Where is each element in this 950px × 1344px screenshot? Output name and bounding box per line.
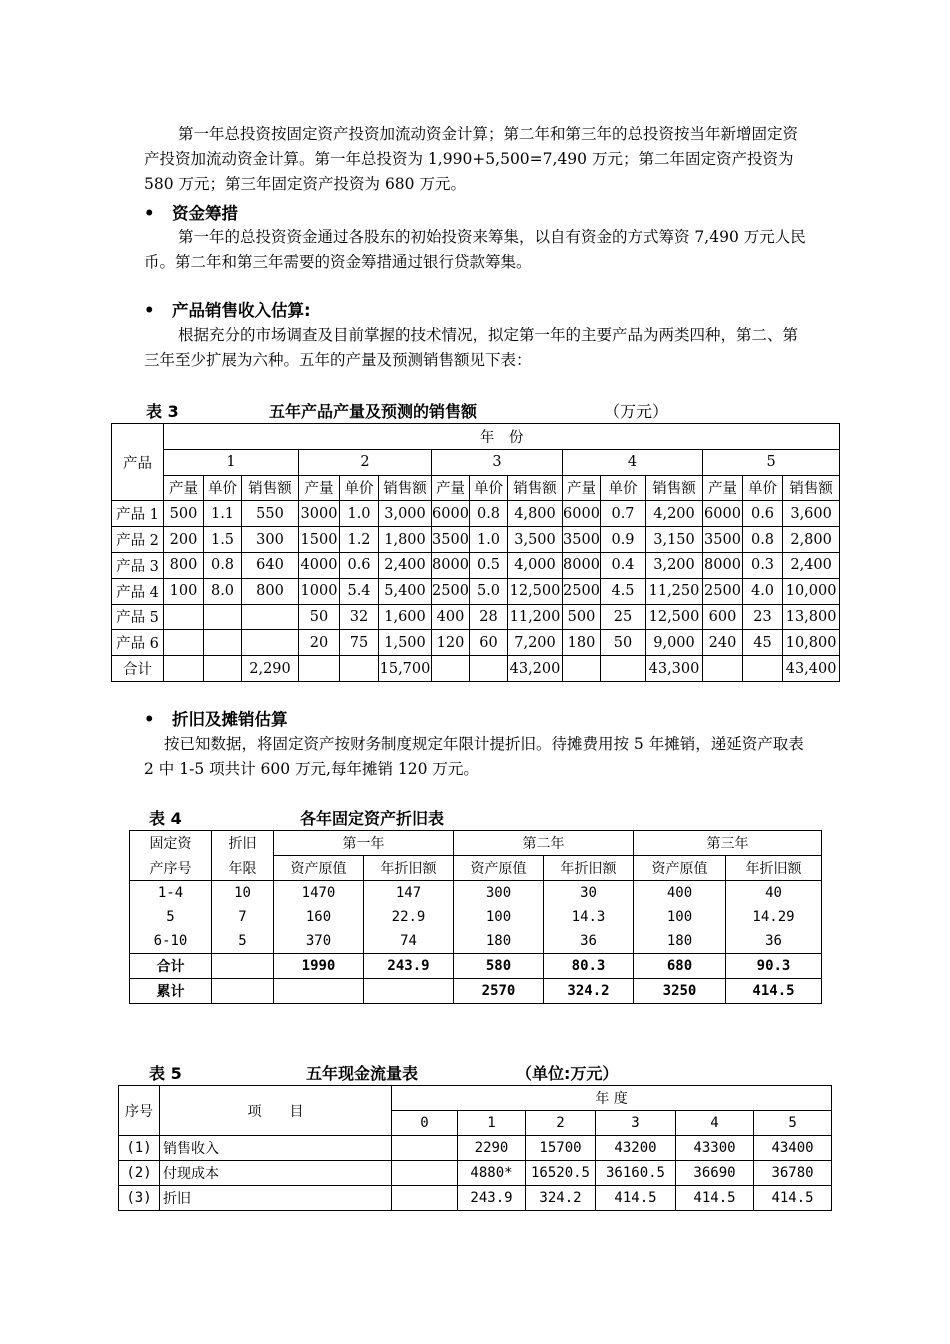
table4-cell bbox=[212, 979, 274, 1004]
table3-cell: 4,200 bbox=[646, 501, 703, 527]
table5-year-4: 4 bbox=[676, 1111, 754, 1136]
table4-dep-header-1: 折旧 bbox=[212, 831, 274, 856]
table4-cell: 10 bbox=[212, 881, 274, 906]
table3-year-header: 年 份 bbox=[164, 424, 840, 450]
table4-title: 各年固定资产折旧表 bbox=[300, 809, 445, 828]
table3-cell: 2,800 bbox=[783, 527, 840, 553]
table5-item-header: 项 目 bbox=[160, 1086, 392, 1136]
table5-item: 折旧 bbox=[160, 1186, 392, 1211]
table3-cell bbox=[164, 656, 204, 682]
table3-cell: 12,500 bbox=[646, 604, 703, 630]
table3-cell: 0.4 bbox=[601, 552, 646, 578]
table3-cell: 1500 bbox=[299, 527, 340, 553]
table4-asset-header-2: 产序号 bbox=[130, 856, 212, 881]
table3-cell: 5.0 bbox=[470, 578, 508, 604]
table4-subheader: 资产原值 bbox=[274, 856, 364, 881]
table3-cell: 300 bbox=[242, 527, 299, 553]
paragraph-depreciation: 按已知数据，将固定资产按财务制度规定年限计提折旧。待摊费用按 5 年摊销，递延资产取表 2 中 1-5 项共计 600 万元,每年摊销 120 万元。 bbox=[144, 735, 804, 778]
table3-cell: 4.0 bbox=[743, 578, 783, 604]
table4-subheader: 年折旧额 bbox=[726, 856, 822, 881]
table3-cell: 10,800 bbox=[783, 630, 840, 656]
table3-cell: 2500 bbox=[563, 578, 601, 604]
table4-subheader: 资产原值 bbox=[454, 856, 544, 881]
table4-cell: 14.29 bbox=[726, 905, 822, 929]
table3-cell: 3,000 bbox=[379, 501, 432, 527]
table3-cell: 2,290 bbox=[242, 656, 299, 682]
table3-cell: 800 bbox=[164, 552, 204, 578]
table3-cell: 32 bbox=[340, 604, 379, 630]
table3-cell: 500 bbox=[563, 604, 601, 630]
table3-subheader: 单价 bbox=[340, 475, 379, 501]
table3-cell: 1000 bbox=[299, 578, 340, 604]
table3-cell: 0.6 bbox=[340, 552, 379, 578]
table4-cell: 5 bbox=[130, 905, 212, 929]
table-depreciation bbox=[129, 830, 822, 1004]
table4-row-label: 合计 bbox=[130, 954, 212, 979]
table5-year-2: 2 bbox=[526, 1111, 596, 1136]
table3-cell: 1,600 bbox=[379, 604, 432, 630]
table3-cell: 600 bbox=[703, 604, 743, 630]
table3-cell: 500 bbox=[164, 501, 204, 527]
table4-cell: 580 bbox=[454, 954, 544, 979]
table5-cell: 243.9 bbox=[458, 1186, 526, 1211]
bullet-icon: • bbox=[144, 710, 155, 729]
table3-year-2: 2 bbox=[299, 449, 432, 475]
table4-subheader: 年折旧额 bbox=[544, 856, 634, 881]
table3-cell: 75 bbox=[340, 630, 379, 656]
table3-cell: 240 bbox=[703, 630, 743, 656]
table5-cell: 414.5 bbox=[676, 1186, 754, 1211]
table5-cell: 43400 bbox=[754, 1136, 832, 1161]
table5-cell: 43300 bbox=[676, 1136, 754, 1161]
table3-subheader: 单价 bbox=[601, 475, 646, 501]
table3-cell: 800 bbox=[242, 578, 299, 604]
table5-cell: 414.5 bbox=[596, 1186, 676, 1211]
table3-cell: 28 bbox=[470, 604, 508, 630]
table-row bbox=[130, 905, 822, 929]
table3-cell: 0.7 bbox=[601, 501, 646, 527]
table4-cell: 74 bbox=[364, 929, 454, 954]
heading-funding-text: 资金筹措 bbox=[172, 204, 238, 223]
table5-cell bbox=[392, 1161, 458, 1186]
table5-cell bbox=[392, 1186, 458, 1211]
table3-cell bbox=[164, 630, 204, 656]
table4-dep-header-2: 年限 bbox=[212, 856, 274, 881]
table3-row-label: 产品 1 bbox=[112, 501, 164, 527]
table3-cell bbox=[242, 630, 299, 656]
table3-cell: 3,200 bbox=[646, 552, 703, 578]
table3-subheader: 销售额 bbox=[783, 475, 840, 501]
table3-cell: 5.4 bbox=[340, 578, 379, 604]
table3-cell: 7,200 bbox=[508, 630, 563, 656]
table3-cell: 8.0 bbox=[204, 578, 242, 604]
table5-cell: 36690 bbox=[676, 1161, 754, 1186]
table3-cell bbox=[563, 656, 601, 682]
table3-subheader: 单价 bbox=[470, 475, 508, 501]
table3-cell: 2500 bbox=[703, 578, 743, 604]
table3-cell: 2500 bbox=[432, 578, 470, 604]
table4-cell: 160 bbox=[274, 905, 364, 929]
table5-cell: 414.5 bbox=[754, 1186, 832, 1211]
table3-cell: 0.5 bbox=[470, 552, 508, 578]
table5-cell: 15700 bbox=[526, 1136, 596, 1161]
table3-cell bbox=[204, 630, 242, 656]
table3-cell: 13,800 bbox=[783, 604, 840, 630]
table5-label: 表 5 bbox=[149, 1064, 182, 1083]
table-row bbox=[112, 552, 840, 578]
table3-cell: 6000 bbox=[563, 501, 601, 527]
table3-cell: 25 bbox=[601, 604, 646, 630]
table3-subheader: 单价 bbox=[743, 475, 783, 501]
table5-cell: 324.2 bbox=[526, 1186, 596, 1211]
table4-cell: 22.9 bbox=[364, 905, 454, 929]
table3-row-label: 产品 4 bbox=[112, 578, 164, 604]
table-row bbox=[112, 501, 840, 527]
paragraph-investment: 第一年总投资按固定资产投资加流动资金计算；第二年和第三年的总投资按当年新增固定资产投资加流动资金计算。第一年总投资为 1,990+5,500=7,490 万元；第二年固定资产投资为 580 万元；第三年固定资产投资为 680 万元。 bbox=[144, 125, 799, 193]
table3-subheader: 产量 bbox=[563, 475, 601, 501]
table3-subheader: 产量 bbox=[432, 475, 470, 501]
table3-subheader: 销售额 bbox=[508, 475, 563, 501]
table3-subheader: 销售额 bbox=[646, 475, 703, 501]
table4-cell: 80.3 bbox=[544, 954, 634, 979]
table-row bbox=[130, 929, 822, 954]
table4-cell: 6-10 bbox=[130, 929, 212, 954]
table3-cell: 50 bbox=[299, 604, 340, 630]
table4-cell: 3250 bbox=[634, 979, 726, 1004]
table4-cell: 90.3 bbox=[726, 954, 822, 979]
table3-unit: （万元） bbox=[604, 402, 669, 421]
table3-subheader: 销售额 bbox=[379, 475, 432, 501]
table3-cell: 60 bbox=[470, 630, 508, 656]
table4-cell: 14.3 bbox=[544, 905, 634, 929]
table-row bbox=[112, 656, 840, 682]
table3-cell: 6000 bbox=[703, 501, 743, 527]
table3-cell bbox=[432, 656, 470, 682]
table-row bbox=[119, 1161, 832, 1186]
table3-cell: 43,300 bbox=[646, 656, 703, 682]
table3-cell: 100 bbox=[164, 578, 204, 604]
table5-year-1: 1 bbox=[458, 1111, 526, 1136]
table3-cell: 6000 bbox=[432, 501, 470, 527]
table3-cell: 4000 bbox=[299, 552, 340, 578]
table3-cell: 23 bbox=[743, 604, 783, 630]
table5-cell: 16520.5 bbox=[526, 1161, 596, 1186]
table5-cell: 2290 bbox=[458, 1136, 526, 1161]
table3-year-3: 3 bbox=[432, 449, 563, 475]
table4-year-2: 第二年 bbox=[454, 831, 634, 856]
table3-subheader: 产量 bbox=[164, 475, 204, 501]
table-row bbox=[119, 1186, 832, 1211]
table5-item: 销售收入 bbox=[160, 1136, 392, 1161]
table5-year-header: 年 度 bbox=[392, 1086, 832, 1111]
table3-year-4: 4 bbox=[563, 449, 703, 475]
table3-cell bbox=[470, 656, 508, 682]
table3-cell: 4.5 bbox=[601, 578, 646, 604]
table3-cell bbox=[340, 656, 379, 682]
table3-cell: 1.0 bbox=[340, 501, 379, 527]
table4-cell: 300 bbox=[454, 881, 544, 906]
table4-cell bbox=[274, 979, 364, 1004]
table4-row-label: 累计 bbox=[130, 979, 212, 1004]
table-cashflow bbox=[118, 1085, 832, 1211]
table4-cell: 680 bbox=[634, 954, 726, 979]
table3-cell: 3500 bbox=[563, 527, 601, 553]
table3-cell bbox=[242, 604, 299, 630]
table3-cell: 3000 bbox=[299, 501, 340, 527]
table4-cell: 243.9 bbox=[364, 954, 454, 979]
table5-cell bbox=[392, 1136, 458, 1161]
table3-cell: 0.9 bbox=[601, 527, 646, 553]
table4-cell: 1470 bbox=[274, 881, 364, 906]
table3-cell: 3,150 bbox=[646, 527, 703, 553]
table3-cell: 4,000 bbox=[508, 552, 563, 578]
table4-cell: 30 bbox=[544, 881, 634, 906]
table5-seq: (1) bbox=[119, 1136, 160, 1161]
table5-year-5: 5 bbox=[754, 1111, 832, 1136]
table3-cell: 200 bbox=[164, 527, 204, 553]
table5-year-3: 3 bbox=[596, 1111, 676, 1136]
table-row bbox=[130, 881, 822, 906]
table3-row-label: 产品 3 bbox=[112, 552, 164, 578]
table4-cell: 180 bbox=[634, 929, 726, 954]
table5-seq: (3) bbox=[119, 1186, 160, 1211]
table-row bbox=[119, 1136, 832, 1161]
table3-subheader: 单价 bbox=[204, 475, 242, 501]
table4-cell: 180 bbox=[454, 929, 544, 954]
heading-depreciation bbox=[144, 706, 288, 730]
table3-cell: 9,000 bbox=[646, 630, 703, 656]
bullet-icon: • bbox=[144, 301, 155, 320]
table5-cell: 4880* bbox=[458, 1161, 526, 1186]
table3-cell: 400 bbox=[432, 604, 470, 630]
table4-cell: 5 bbox=[212, 929, 274, 954]
table4-subheader: 资产原值 bbox=[634, 856, 726, 881]
table3-cell bbox=[703, 656, 743, 682]
table3-cell: 4,800 bbox=[508, 501, 563, 527]
table3-cell: 1,800 bbox=[379, 527, 432, 553]
table-row bbox=[112, 527, 840, 553]
table5-year-0: 0 bbox=[392, 1111, 458, 1136]
table3-cell: 3,500 bbox=[508, 527, 563, 553]
table4-year-3: 第三年 bbox=[634, 831, 822, 856]
table3-cell bbox=[743, 656, 783, 682]
table4-cell: 7 bbox=[212, 905, 274, 929]
table3-cell: 180 bbox=[563, 630, 601, 656]
table3-cell: 11,250 bbox=[646, 578, 703, 604]
table4-cell: 40 bbox=[726, 881, 822, 906]
table4-cell: 1-4 bbox=[130, 881, 212, 906]
table3-subheader: 产量 bbox=[299, 475, 340, 501]
table3-cell: 1.5 bbox=[204, 527, 242, 553]
table3-cell bbox=[204, 656, 242, 682]
table3-cell: 2,400 bbox=[783, 552, 840, 578]
table3-cell: 10,000 bbox=[783, 578, 840, 604]
table3-label: 表 3 bbox=[146, 402, 179, 421]
table3-cell: 0.3 bbox=[743, 552, 783, 578]
table4-cell: 414.5 bbox=[726, 979, 822, 1004]
table3-row-label: 产品 6 bbox=[112, 630, 164, 656]
table3-subheader: 产量 bbox=[703, 475, 743, 501]
table3-cell: 12,500 bbox=[508, 578, 563, 604]
table3-year-1: 1 bbox=[164, 449, 299, 475]
table3-cell: 50 bbox=[601, 630, 646, 656]
table-row bbox=[112, 578, 840, 604]
table3-cell: 1,500 bbox=[379, 630, 432, 656]
table-sales bbox=[111, 423, 840, 682]
table5-cell: 36780 bbox=[754, 1161, 832, 1186]
paragraph-funding: 第一年的总投资资金通过各股东的初始投资来筹集，以自有资金的方式筹资 7,490 万元人民币。第二年和第三年需要的资金筹措通过银行贷款筹集。 bbox=[144, 228, 806, 271]
table4-cell bbox=[212, 954, 274, 979]
table4-asset-header-1: 固定资 bbox=[130, 831, 212, 856]
table3-cell: 2,400 bbox=[379, 552, 432, 578]
table3-cell: 15,700 bbox=[379, 656, 432, 682]
table3-cell: 11,200 bbox=[508, 604, 563, 630]
table4-cell: 370 bbox=[274, 929, 364, 954]
table3-year-5: 5 bbox=[703, 449, 840, 475]
table5-item: 付现成本 bbox=[160, 1161, 392, 1186]
table-row bbox=[112, 604, 840, 630]
table5-seq: (2) bbox=[119, 1161, 160, 1186]
table5-title: 五年现金流量表 bbox=[306, 1064, 419, 1083]
table3-cell: 0.8 bbox=[743, 527, 783, 553]
table4-cell: 36 bbox=[726, 929, 822, 954]
table-row bbox=[112, 630, 840, 656]
table4-cell bbox=[364, 979, 454, 1004]
table4-cell: 2570 bbox=[454, 979, 544, 1004]
table4-cell: 147 bbox=[364, 881, 454, 906]
table3-cell: 550 bbox=[242, 501, 299, 527]
table4-cumulative-row bbox=[130, 979, 822, 1004]
table3-cell: 1.0 bbox=[470, 527, 508, 553]
table4-subheader: 年折旧额 bbox=[364, 856, 454, 881]
table4-year-1: 第一年 bbox=[274, 831, 454, 856]
heading-funding bbox=[144, 200, 238, 224]
table3-cell bbox=[601, 656, 646, 682]
table3-row-label: 合计 bbox=[112, 656, 164, 682]
table3-row-label: 产品 2 bbox=[112, 527, 164, 553]
heading-sales-text: 产品销售收入估算: bbox=[172, 301, 311, 320]
table4-cell: 324.2 bbox=[544, 979, 634, 1004]
table3-cell: 1.2 bbox=[340, 527, 379, 553]
heading-sales bbox=[144, 297, 311, 321]
table3-cell: 8000 bbox=[432, 552, 470, 578]
table3-cell bbox=[204, 604, 242, 630]
table3-subheader: 销售额 bbox=[242, 475, 299, 501]
table3-cell: 1.1 bbox=[204, 501, 242, 527]
table3-cell bbox=[299, 656, 340, 682]
table4-total-row bbox=[130, 954, 822, 979]
table4-cell: 1990 bbox=[274, 954, 364, 979]
table5-unit: （单位:万元） bbox=[516, 1064, 619, 1083]
table3-title: 五年产品产量及预测的销售额 bbox=[269, 402, 478, 421]
table3-cell: 5,400 bbox=[379, 578, 432, 604]
table4-label: 表 4 bbox=[149, 809, 182, 828]
table5-cell: 36160.5 bbox=[596, 1161, 676, 1186]
table3-row-label: 产品 5 bbox=[112, 604, 164, 630]
table3-cell: 45 bbox=[743, 630, 783, 656]
table3-cell: 3500 bbox=[703, 527, 743, 553]
paragraph-sales: 根据充分的市场调查及目前掌握的技术情况，拟定第一年的主要产品为两类四种，第二、第三年至少扩展为六种。五年的产量及预测销售额见下表： bbox=[144, 326, 799, 369]
table3-cell: 43,400 bbox=[783, 656, 840, 682]
table4-cell: 100 bbox=[454, 905, 544, 929]
table3-cell: 3500 bbox=[432, 527, 470, 553]
table4-cell: 100 bbox=[634, 905, 726, 929]
table3-cell: 120 bbox=[432, 630, 470, 656]
table3-product-header: 产品 bbox=[112, 424, 164, 501]
bullet-icon: • bbox=[144, 204, 155, 223]
table4-cell: 36 bbox=[544, 929, 634, 954]
table3-cell: 8000 bbox=[703, 552, 743, 578]
table3-cell: 3,600 bbox=[783, 501, 840, 527]
table3-cell: 640 bbox=[242, 552, 299, 578]
table3-cell: 8000 bbox=[563, 552, 601, 578]
table4-cell: 400 bbox=[634, 881, 726, 906]
table3-cell: 43,200 bbox=[508, 656, 563, 682]
table3-cell: 0.8 bbox=[204, 552, 242, 578]
table3-cell bbox=[164, 604, 204, 630]
table3-cell: 0.6 bbox=[743, 501, 783, 527]
heading-depreciation-text: 折旧及摊销估算 bbox=[172, 710, 288, 729]
table5-cell: 43200 bbox=[596, 1136, 676, 1161]
table3-cell: 0.8 bbox=[470, 501, 508, 527]
table3-cell: 20 bbox=[299, 630, 340, 656]
table5-seq-header: 序号 bbox=[119, 1086, 160, 1136]
